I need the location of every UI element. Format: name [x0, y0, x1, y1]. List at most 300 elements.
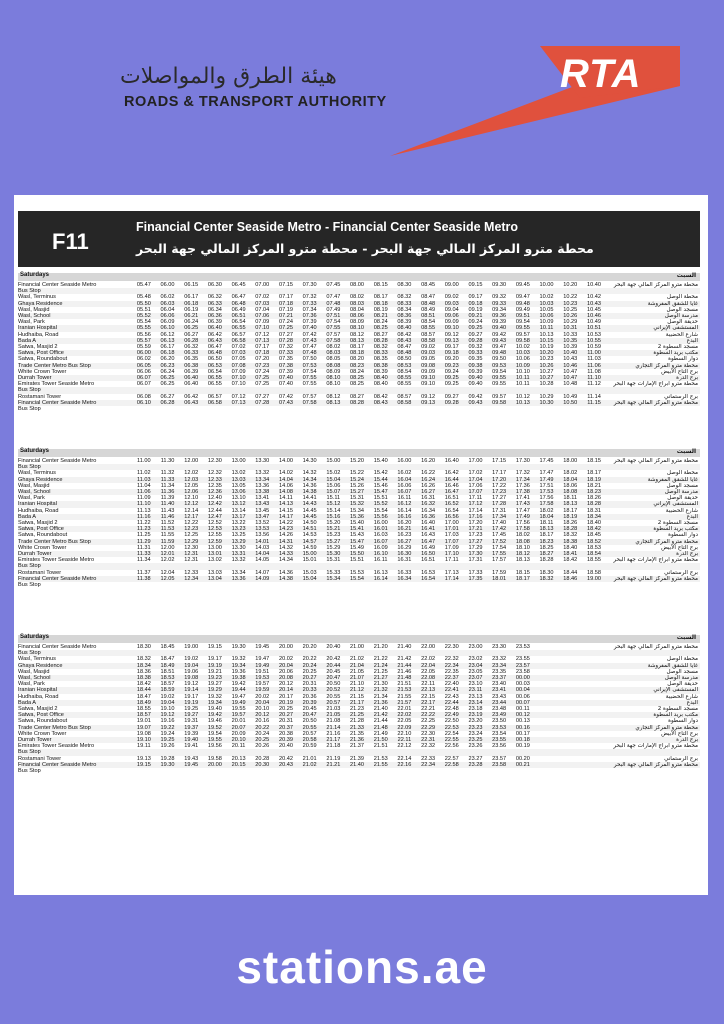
departure-time: 11.00 [137, 458, 151, 464]
departure-time: 11.09 [137, 495, 151, 502]
departure-time: 10.43 [587, 300, 602, 307]
departure-time: 16.34 [421, 507, 436, 514]
departure-time: 11.32 [160, 470, 175, 477]
departure-time: 16.54 [444, 507, 459, 514]
departure-time: 10.45 [587, 306, 602, 313]
departure-time: 23.35 [492, 668, 507, 675]
departure-time: 21.01 [302, 755, 317, 762]
departure-time: 09.39 [468, 368, 483, 375]
departure-time: 09.33 [468, 350, 483, 357]
departure-time: 17.31 [468, 557, 483, 564]
departure-time: 17.07 [468, 489, 483, 496]
departure-time: 08.28 [373, 337, 388, 344]
departure-time: 15.34 [350, 507, 365, 514]
departure-time: 17.31 [492, 507, 507, 514]
departure-time: 20.44 [326, 662, 341, 669]
departure-time: 17.00 [444, 520, 459, 527]
departure-time: 16.27 [421, 489, 436, 496]
departure-time: 21.14 [326, 724, 341, 731]
departure-time: 18.32 [563, 532, 578, 539]
departure-time: 22.02 [397, 712, 412, 719]
departure-time: 15.12 [326, 501, 341, 508]
departure-time: 16.14 [373, 575, 388, 582]
departure-time: 11.33 [137, 551, 151, 558]
departure-time: 17.53 [539, 489, 554, 496]
departure-time [511, 406, 535, 412]
departure-time: 19.51 [255, 668, 270, 675]
departure-time: 15.50 [350, 551, 365, 558]
departure-time: 20.50 [326, 681, 341, 688]
departure-time: 06.40 [184, 381, 199, 388]
section-header [18, 273, 700, 281]
departure-time: 15.42 [373, 470, 388, 477]
departure-time: 19.04 [184, 662, 199, 669]
departure-time: 19.46 [207, 718, 222, 725]
departure-time: 07.28 [255, 399, 270, 406]
departure-time [132, 768, 156, 774]
departure-time: 07.27 [278, 331, 293, 338]
stop-name-arabic: مكتب بريد السطوة [653, 350, 698, 357]
departure-time: 18.11 [539, 520, 554, 527]
departure-time: 14.11 [279, 495, 293, 502]
departure-time: 23.05 [468, 668, 483, 675]
departure-time: 18.41 [563, 551, 578, 558]
departure-time: 08.18 [373, 300, 388, 307]
stop-name: Bus Stop [18, 563, 41, 570]
departure-time: 08.25 [350, 375, 365, 382]
departure-time: 11.53 [160, 526, 175, 533]
departure-time: 20.04 [278, 662, 293, 669]
departure-time: 18.13 [563, 501, 578, 508]
departure-time: 07.35 [278, 356, 293, 363]
departure-time: 12.31 [184, 557, 199, 564]
stop-name: Bus Stop [18, 768, 41, 775]
departure-time [487, 406, 511, 412]
departure-time: 14.31 [278, 538, 293, 545]
departure-time: 18.49 [160, 662, 175, 669]
departure-time: 20.07 [231, 724, 246, 731]
departure-time: 00.07 [515, 699, 530, 706]
departure-time: 21.34 [373, 693, 388, 700]
departure-time: 06.15 [184, 282, 199, 288]
departure-time: 18.15 [515, 569, 530, 576]
departure-time: 08.12 [350, 331, 365, 338]
departure-time: 09.35 [468, 356, 483, 363]
departure-time: 08.48 [421, 300, 436, 307]
departure-time: 08.10 [326, 381, 341, 388]
departure-time: 23.55 [515, 656, 530, 663]
departure-time: 07.40 [278, 381, 293, 388]
departure-time: 06.17 [184, 294, 199, 301]
departure-time: 20.55 [326, 693, 341, 700]
timetable-title-bar [18, 211, 700, 267]
departure-time: 23.49 [492, 712, 507, 719]
departure-time: 22.02 [421, 656, 436, 663]
departure-time: 08.06 [350, 313, 365, 320]
stop-name-arabic: حديقة الوصل [667, 495, 698, 502]
departure-time: 06.54 [231, 319, 246, 326]
departure-time: 15.49 [350, 544, 365, 551]
departure-time: 09.42 [468, 393, 483, 400]
departure-time: 18.58 [587, 569, 602, 576]
departure-time: 11.59 [160, 538, 175, 545]
departure-time: 23.02 [468, 656, 483, 663]
departure-time: 21.51 [373, 743, 388, 750]
departure-time: 16.12 [397, 501, 412, 508]
departure-time: 13.14 [231, 507, 246, 514]
departure-time: 13.47 [255, 513, 270, 520]
departure-time: 08.39 [397, 319, 412, 326]
departure-time: 22.30 [444, 644, 459, 650]
departure-time: 15.20 [326, 520, 341, 527]
section-header [18, 449, 700, 457]
departure-time: 17.35 [468, 575, 483, 582]
departure-time: 16.36 [421, 513, 436, 520]
departure-time: 10.51 [587, 325, 602, 332]
departure-time: 06.35 [184, 356, 199, 363]
departure-time: 18.53 [160, 675, 175, 682]
departure-time: 10.25 [563, 306, 578, 313]
departure-time: 12.04 [160, 569, 175, 576]
departure-time [582, 406, 606, 412]
departure-time: 18.17 [539, 532, 554, 539]
departure-time: 09.02 [421, 344, 436, 351]
departure-time: 14.34 [302, 476, 317, 483]
departure-time: 19.11 [137, 743, 151, 750]
stop-name-arabic: البدع [686, 513, 698, 520]
departure-time: 19.16 [160, 718, 175, 725]
departure-time: 07.45 [326, 282, 341, 288]
departure-time: 17.43 [515, 501, 530, 508]
departure-time: 22.32 [444, 656, 459, 663]
departure-time: 21.02 [302, 761, 317, 768]
departure-time: 18.02 [563, 470, 578, 477]
stop-name: Financial Center Seaside Metro [18, 761, 97, 768]
departure-time: 00.16 [515, 724, 530, 731]
departure-time: 13.00 [231, 458, 246, 464]
stop-name-arabic: غايا للشقق المفروشة [647, 300, 698, 307]
departure-time: 19.15 [207, 644, 222, 650]
departure-time: 18.26 [587, 495, 602, 502]
departure-time: 18.55 [136, 706, 151, 713]
stop-name: Trade Center Metro Bus Stop [18, 538, 91, 545]
departure-time: 09.58 [515, 337, 530, 344]
departure-time: 00.13 [515, 718, 530, 725]
departure-time: 06.34 [207, 306, 222, 313]
departure-time: 11.43 [160, 507, 175, 514]
departure-time: 05.47 [136, 282, 151, 288]
departure-time: 07.42 [278, 393, 293, 400]
departure-time: 07.10 [255, 325, 270, 332]
departure-time: 21.20 [373, 644, 388, 650]
departure-time: 20.27 [302, 675, 317, 682]
departure-time: 07.55 [302, 381, 317, 388]
stop-name: Ghaya Residence [18, 662, 63, 669]
departure-time: 19.58 [207, 755, 222, 762]
departure-time: 18.57 [160, 681, 175, 688]
departure-time: 06.23 [160, 362, 175, 369]
departure-time: 19.27 [184, 712, 199, 719]
departure-time: 07.19 [278, 306, 293, 313]
departure-time: 07.03 [231, 350, 246, 357]
departure-time: 16.52 [444, 501, 459, 508]
departure-time: 15.27 [326, 538, 341, 545]
departure-time: 18.04 [539, 513, 554, 520]
stop-name: Satwa, Roundabout [18, 356, 68, 363]
departure-time: 09.10 [444, 325, 459, 332]
stop-name: Wasl, Park [18, 319, 45, 326]
departure-time: 12.02 [184, 470, 199, 477]
departure-time: 09.00 [444, 282, 459, 288]
stop-name: Trade Center Metro Bus Stop [18, 362, 91, 369]
departure-time: 17.45 [492, 532, 507, 539]
departure-time: 08.43 [397, 337, 412, 344]
departure-time: 18.47 [136, 693, 151, 700]
departure-time: 06.05 [136, 362, 151, 369]
departure-time: 08.38 [373, 362, 388, 369]
departure-time: 22.05 [397, 718, 412, 725]
departure-time: 07.28 [278, 337, 293, 344]
departure-time: 10.27 [539, 375, 554, 382]
stop-name-arabic: شارع الحضيبة [665, 693, 698, 700]
departure-time: 16.51 [444, 495, 459, 502]
departure-time: 16.54 [421, 575, 436, 582]
departure-time: 10.12 [515, 393, 530, 400]
header [0, 0, 724, 190]
departure-time: 17.54 [492, 544, 507, 551]
departure-time: 23.58 [492, 761, 507, 768]
departure-time: 19.27 [207, 681, 222, 688]
stop-name: Wasl, Terminus [18, 656, 56, 663]
departure-time: 20.15 [231, 761, 246, 768]
departure-time: 09.55 [515, 325, 530, 332]
departure-time: 06.32 [207, 294, 222, 301]
departure-time: 15.31 [326, 557, 341, 564]
departure-time: 18.06 [563, 482, 578, 489]
departure-time: 09.32 [468, 344, 483, 351]
stop-name-arabic: مكتب بريد السطوة [653, 526, 698, 533]
departure-time: 17.02 [468, 470, 483, 477]
stop-name-arabic: برج الرستماني [664, 393, 698, 400]
departure-time [322, 582, 346, 588]
departure-time: 09.15 [468, 282, 483, 288]
departure-time: 21.42 [373, 712, 388, 719]
departure-time: 05.57 [136, 337, 151, 344]
departure-time: 19.22 [160, 724, 175, 731]
departure-time: 11.08 [587, 368, 601, 375]
departure-time: 06.08 [136, 393, 151, 400]
section-day-label: Saturdays [20, 272, 50, 278]
stop-name-arabic: مسجد السطوة 2 [657, 706, 698, 713]
departure-time: 22.25 [421, 718, 436, 725]
departure-time: 19.42 [231, 681, 246, 688]
departure-time: 21.36 [350, 737, 365, 744]
departure-time: 10.46 [563, 362, 578, 369]
departure-time: 12.36 [207, 489, 222, 496]
departure-time: 15.54 [373, 507, 388, 514]
timetable-table [18, 458, 700, 588]
departure-time: 07.10 [231, 375, 246, 382]
stop-name-arabic: مسجد السطوة 2 [657, 344, 698, 351]
departure-time: 13.25 [231, 532, 246, 539]
departure-time: 07.15 [278, 282, 293, 288]
departure-time: 09.25 [468, 325, 483, 332]
departure-time: 18.46 [563, 575, 578, 582]
stop-name: Rostamani Tower [18, 569, 62, 576]
stop-name-arabic: دوار السطوة [668, 356, 698, 363]
departure-time: 13.12 [231, 501, 246, 508]
departure-time: 08.40 [397, 325, 412, 332]
departure-time: 19.54 [207, 730, 222, 737]
departure-time: 14.34 [278, 557, 293, 564]
stop-name: Financial Center Seaside Metro [18, 575, 97, 582]
departure-time: 21.44 [373, 718, 388, 725]
table-row [18, 406, 700, 412]
departure-time: 20.58 [302, 737, 317, 744]
departure-time: 15.51 [373, 495, 388, 502]
departure-time: 07.53 [302, 362, 317, 369]
departure-time: 15.34 [326, 575, 341, 582]
departure-time: 23.53 [492, 724, 507, 731]
departure-time: 22.00 [421, 644, 436, 650]
departure-time: 14.32 [302, 470, 317, 477]
departure-time: 07.09 [231, 368, 246, 375]
departure-time: 06.06 [160, 313, 175, 320]
departure-time: 23.40 [492, 681, 507, 688]
departure-time: 10.48 [563, 381, 578, 388]
stop-name-arabic: محطة مترو المركز المالي جهة البحر [613, 644, 698, 650]
departure-time: 11.10 [587, 375, 601, 382]
departure-time: 07.08 [231, 362, 246, 369]
departure-time: 20.45 [302, 706, 317, 713]
departure-time: 20.02 [255, 693, 270, 700]
departure-time: 16.10 [373, 551, 388, 558]
departure-time: 18.55 [587, 557, 602, 564]
departure-time: 18.17 [587, 470, 602, 477]
departure-time: 10.27 [539, 368, 554, 375]
departure-time: 17.12 [468, 501, 483, 508]
departure-time: 12.32 [207, 470, 222, 477]
departure-time: 14.50 [302, 520, 317, 527]
departure-time: 18.21 [587, 482, 602, 489]
departure-time: 21.44 [397, 662, 412, 669]
departure-time: 10.35 [563, 337, 578, 344]
departure-time: 06.33 [184, 350, 199, 357]
departure-time: 22.30 [421, 730, 436, 737]
stop-name: Bada A [18, 699, 37, 706]
departure-time: 17.58 [539, 501, 554, 508]
departure-time: 07.24 [278, 319, 293, 326]
departure-time: 17.59 [492, 569, 507, 576]
departure-time: 18.11 [563, 495, 578, 502]
departure-time: 18.17 [563, 507, 578, 514]
departure-time: 22.33 [421, 755, 436, 762]
stop-name-arabic: مكتب بريد السطوة [653, 712, 698, 719]
departure-time: 07.13 [255, 337, 270, 344]
departure-time: 14.04 [255, 551, 270, 558]
departure-time: 06.24 [160, 368, 175, 375]
departure-time: 07.33 [302, 300, 317, 307]
departure-time: 12.01 [160, 551, 175, 558]
departure-time: 17.04 [468, 476, 483, 483]
departure-time: 21.15 [350, 693, 365, 700]
departure-time: 06.18 [160, 350, 175, 357]
departure-time: 14.33 [278, 551, 293, 558]
departure-time: 20.06 [278, 668, 293, 675]
departure-time: 21.07 [350, 675, 365, 682]
stop-name: Trade Center Metro Bus Stop [18, 724, 91, 731]
departure-time: 05.59 [136, 344, 151, 351]
departure-time: 09.49 [515, 306, 530, 313]
departure-time: 18.52 [587, 538, 602, 545]
departure-time: 17.16 [468, 513, 483, 520]
departure-time: 15.29 [326, 544, 341, 551]
departure-time: 09.25 [444, 375, 459, 382]
departure-time: 19.57 [255, 681, 270, 688]
departure-time: 19.44 [231, 687, 246, 694]
stop-name: Financial Center Seaside Metro [18, 458, 97, 464]
departure-time: 21.33 [350, 724, 365, 731]
departure-time: 09.27 [444, 393, 459, 400]
departure-time: 15.43 [350, 532, 365, 539]
departure-time: 10.06 [515, 356, 530, 363]
departure-time: 22.13 [421, 687, 436, 694]
departure-time: 09.12 [444, 331, 459, 338]
departure-time: 20.24 [255, 730, 270, 737]
departure-time: 00.06 [515, 693, 530, 700]
departure-time [345, 768, 369, 774]
stop-name: Rostamani Tower [18, 393, 62, 400]
departure-time: 08.10 [326, 375, 341, 382]
departure-time: 17.42 [492, 526, 507, 533]
departure-time: 23.58 [515, 668, 530, 675]
stop-name: Satwa, Post Office [18, 350, 64, 357]
departure-time: 19.45 [184, 761, 199, 768]
stop-name: Ghaya Residence [18, 476, 63, 483]
departure-time: 19.17 [207, 656, 222, 663]
departure-time: 17.21 [468, 526, 483, 533]
departure-time: 20.40 [278, 743, 293, 750]
departure-time: 06.42 [207, 331, 222, 338]
stop-name-arabic: برج الدرة [676, 375, 698, 382]
stop-name: Bus Stop [18, 288, 41, 295]
departure-time: 12.55 [207, 532, 222, 539]
departure-time: 08.27 [373, 331, 388, 338]
departure-time: 06.42 [184, 393, 199, 400]
departure-time: 06.53 [207, 362, 222, 369]
stop-name: Emirates Tower Seaside Metro [18, 557, 95, 564]
departure-time: 00.12 [515, 712, 530, 719]
departure-time: 20.50 [302, 718, 317, 725]
departure-time: 17.58 [515, 526, 530, 533]
departure-time: 16.13 [373, 569, 388, 576]
departure-time: 14.38 [278, 575, 293, 582]
departure-time: 16.23 [397, 532, 412, 539]
departure-time: 08.35 [373, 356, 388, 363]
departure-time: 22.49 [444, 712, 459, 719]
departure-time: 20.08 [278, 675, 293, 682]
departure-time: 09.45 [515, 282, 530, 288]
departure-time: 18.57 [136, 712, 151, 719]
departure-time: 07.17 [278, 294, 293, 301]
departure-time: 17.32 [515, 470, 530, 477]
departure-time: 11.34 [137, 557, 151, 564]
departure-time: 07.34 [302, 306, 317, 313]
departure-time: 13.32 [255, 470, 270, 477]
stop-name: Satwa, Masjid 2 [18, 344, 58, 351]
timetable-table [18, 644, 700, 774]
departure-time: 08.24 [350, 368, 365, 375]
